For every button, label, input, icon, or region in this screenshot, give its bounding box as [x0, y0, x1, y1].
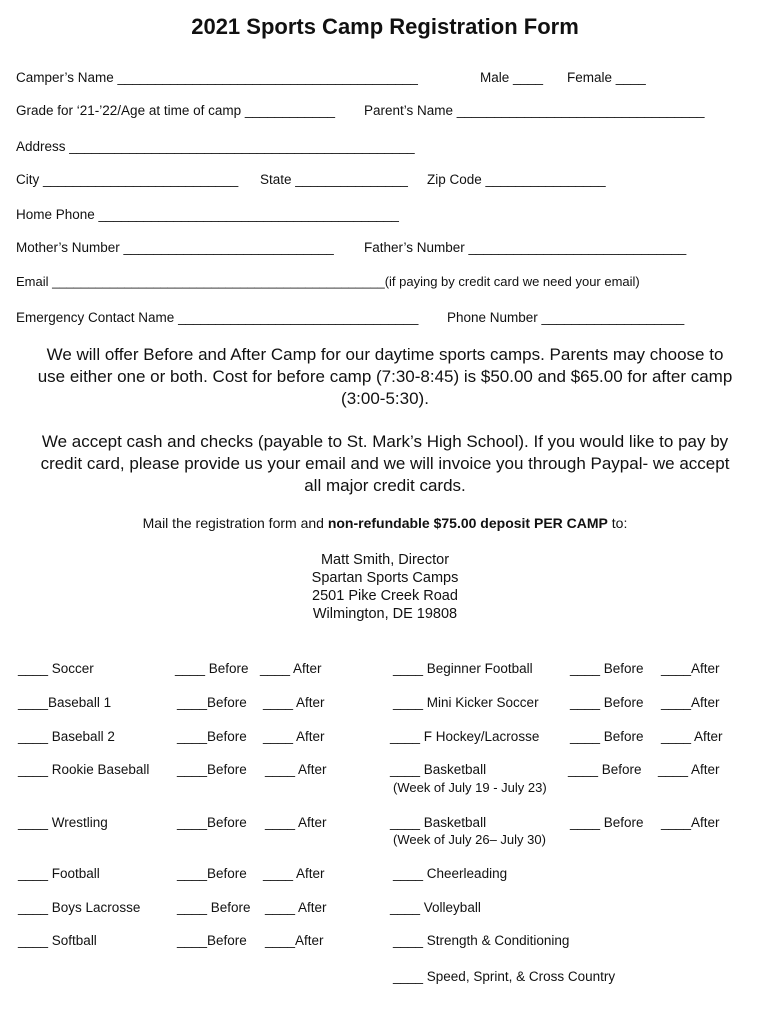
camp-strength-conditioning[interactable]: ____ Strength & Conditioning	[393, 933, 570, 948]
grade-age-field[interactable]: Grade for ‘21-’22/Age at time of camp ____________	[16, 103, 335, 118]
football-after[interactable]: ____ After	[263, 866, 325, 881]
mailing-address	[0, 551, 770, 623]
address-line: Matt Smith, Director	[320, 552, 450, 568]
address-line: Wilmington, DE 19808	[312, 606, 458, 622]
basketball-1-after[interactable]: ____ After	[658, 762, 720, 777]
paragraph-line: We will offer Before and After Camp for our daytime sports camps. Parents may choose to	[46, 345, 724, 364]
basketball-2-before[interactable]: ____ Before	[570, 815, 644, 830]
paragraph-line: all major credit cards.	[304, 476, 466, 495]
beginner-football-after[interactable]: ____After	[661, 661, 720, 676]
football-before[interactable]: ____Before	[177, 866, 247, 881]
female-field[interactable]: Female ____	[567, 70, 646, 85]
soccer-after[interactable]: ____ After	[260, 661, 322, 676]
softball-after[interactable]: ____After	[265, 933, 324, 948]
rookie-baseball-after[interactable]: ____ After	[265, 762, 327, 777]
boys-lacrosse-after[interactable]: ____ After	[265, 900, 327, 915]
camp-beginner-football[interactable]: ____ Beginner Football	[393, 661, 533, 676]
camp-basketball-2[interactable]: ____ Basketball	[390, 815, 487, 830]
camp-volleyball[interactable]: ____ Volleyball	[390, 900, 481, 915]
male-field[interactable]: Male ____	[480, 70, 544, 85]
soccer-before[interactable]: ____ Before	[175, 661, 249, 676]
mail-text: Mail the registration form and	[142, 515, 328, 531]
baseball-1-before[interactable]: ____Before	[177, 695, 247, 710]
wrestling-before[interactable]: ____Before	[177, 815, 247, 830]
camp-softball[interactable]: ____ Softball	[18, 933, 97, 948]
campers-name-field[interactable]: Camper’s Name ________________________________________	[16, 70, 418, 85]
emergency-contact-field[interactable]: Emergency Contact Name ________________________________	[16, 310, 419, 325]
camp-cheerleading[interactable]: ____ Cheerleading	[393, 866, 508, 881]
beginner-football-before[interactable]: ____ Before	[570, 661, 644, 676]
camp-f-hockey-lacrosse[interactable]: ____ F Hockey/Lacrosse	[390, 729, 540, 744]
email-field[interactable]: Email ______________________________________________(if paying by credit card we need your email)	[16, 274, 640, 289]
baseball-2-before[interactable]: ____Before	[177, 729, 247, 744]
address-field[interactable]: Address ______________________________________________	[16, 139, 415, 154]
paragraph-line: (3:00-5:30).	[341, 389, 429, 408]
city-field[interactable]: City __________________________	[16, 172, 239, 187]
camp-boys-lacrosse[interactable]: ____ Boys Lacrosse	[18, 900, 141, 915]
address-line: Spartan Sports Camps	[311, 570, 459, 586]
rookie-baseball-before[interactable]: ____Before	[177, 762, 247, 777]
camp-speed-sprint-cross-country[interactable]: ____ Speed, Sprint, & Cross Country	[393, 969, 616, 984]
mini-kicker-soccer-before[interactable]: ____ Before	[570, 695, 644, 710]
baseball-2-after[interactable]: ____ After	[263, 729, 325, 744]
camp-basketball-1[interactable]: ____ Basketball	[390, 762, 487, 777]
mini-kicker-soccer-after[interactable]: ____After	[661, 695, 720, 710]
camp-soccer[interactable]: ____ Soccer	[18, 661, 94, 676]
camp-rookie-baseball[interactable]: ____ Rookie Baseball	[18, 762, 150, 777]
camp-football[interactable]: ____ Football	[18, 866, 100, 881]
before-after-camp-paragraph	[14, 344, 756, 410]
f-hockey-lacrosse-after[interactable]: ____ After	[661, 729, 723, 744]
boys-lacrosse-before[interactable]: ____ Before	[177, 900, 251, 915]
camp-baseball-1[interactable]: ____Baseball 1	[18, 695, 112, 710]
baseball-1-after[interactable]: ____ After	[263, 695, 325, 710]
fathers-number-field[interactable]: Father’s Number _____________________________	[364, 240, 687, 255]
paragraph-line: We accept cash and checks (payable to St. Mark’s High School). If you would like to pay by	[41, 432, 729, 451]
address-line: 2501 Pike Creek Road	[312, 588, 458, 604]
mail-text-end: to:	[607, 515, 628, 531]
camp-mini-kicker-soccer[interactable]: ____ Mini Kicker Soccer	[393, 695, 539, 710]
camp-baseball-2[interactable]: ____ Baseball 2	[18, 729, 115, 744]
phone-number-field[interactable]: Phone Number ___________________	[447, 310, 685, 325]
zip-code-field[interactable]: Zip Code ________________	[427, 172, 606, 187]
softball-before[interactable]: ____Before	[177, 933, 247, 948]
paragraph-line: use either one or both. Cost for before camp (7:30-8:45) is $50.00 and $65.00 for after camp	[37, 367, 733, 386]
camp-wrestling[interactable]: ____ Wrestling	[18, 815, 108, 830]
f-hockey-lacrosse-before[interactable]: ____ Before	[570, 729, 644, 744]
payment-paragraph	[14, 431, 756, 497]
basketball-2-week: (Week of July 26– July 30)	[393, 832, 546, 847]
wrestling-after[interactable]: ____ After	[265, 815, 327, 830]
page-title: 2021 Sports Camp Registration Form	[191, 14, 579, 39]
mail-instructions	[0, 515, 770, 531]
home-phone-field[interactable]: Home Phone ________________________________________	[16, 207, 399, 222]
state-field[interactable]: State _______________	[260, 172, 408, 187]
deposit-text: non-refundable $75.00 deposit PER CAMP	[327, 515, 608, 531]
parents-name-field[interactable]: Parent’s Name _________________________________	[364, 103, 705, 118]
basketball-2-after[interactable]: ____After	[661, 815, 720, 830]
paragraph-line: credit card, please provide us your email and we will invoice you through Paypal- we accept	[40, 454, 730, 473]
mothers-number-field[interactable]: Mother’s Number ____________________________	[16, 240, 334, 255]
basketball-1-week: (Week of July 19 - July 23)	[393, 780, 547, 795]
basketball-1-before[interactable]: ____ Before	[568, 762, 642, 777]
